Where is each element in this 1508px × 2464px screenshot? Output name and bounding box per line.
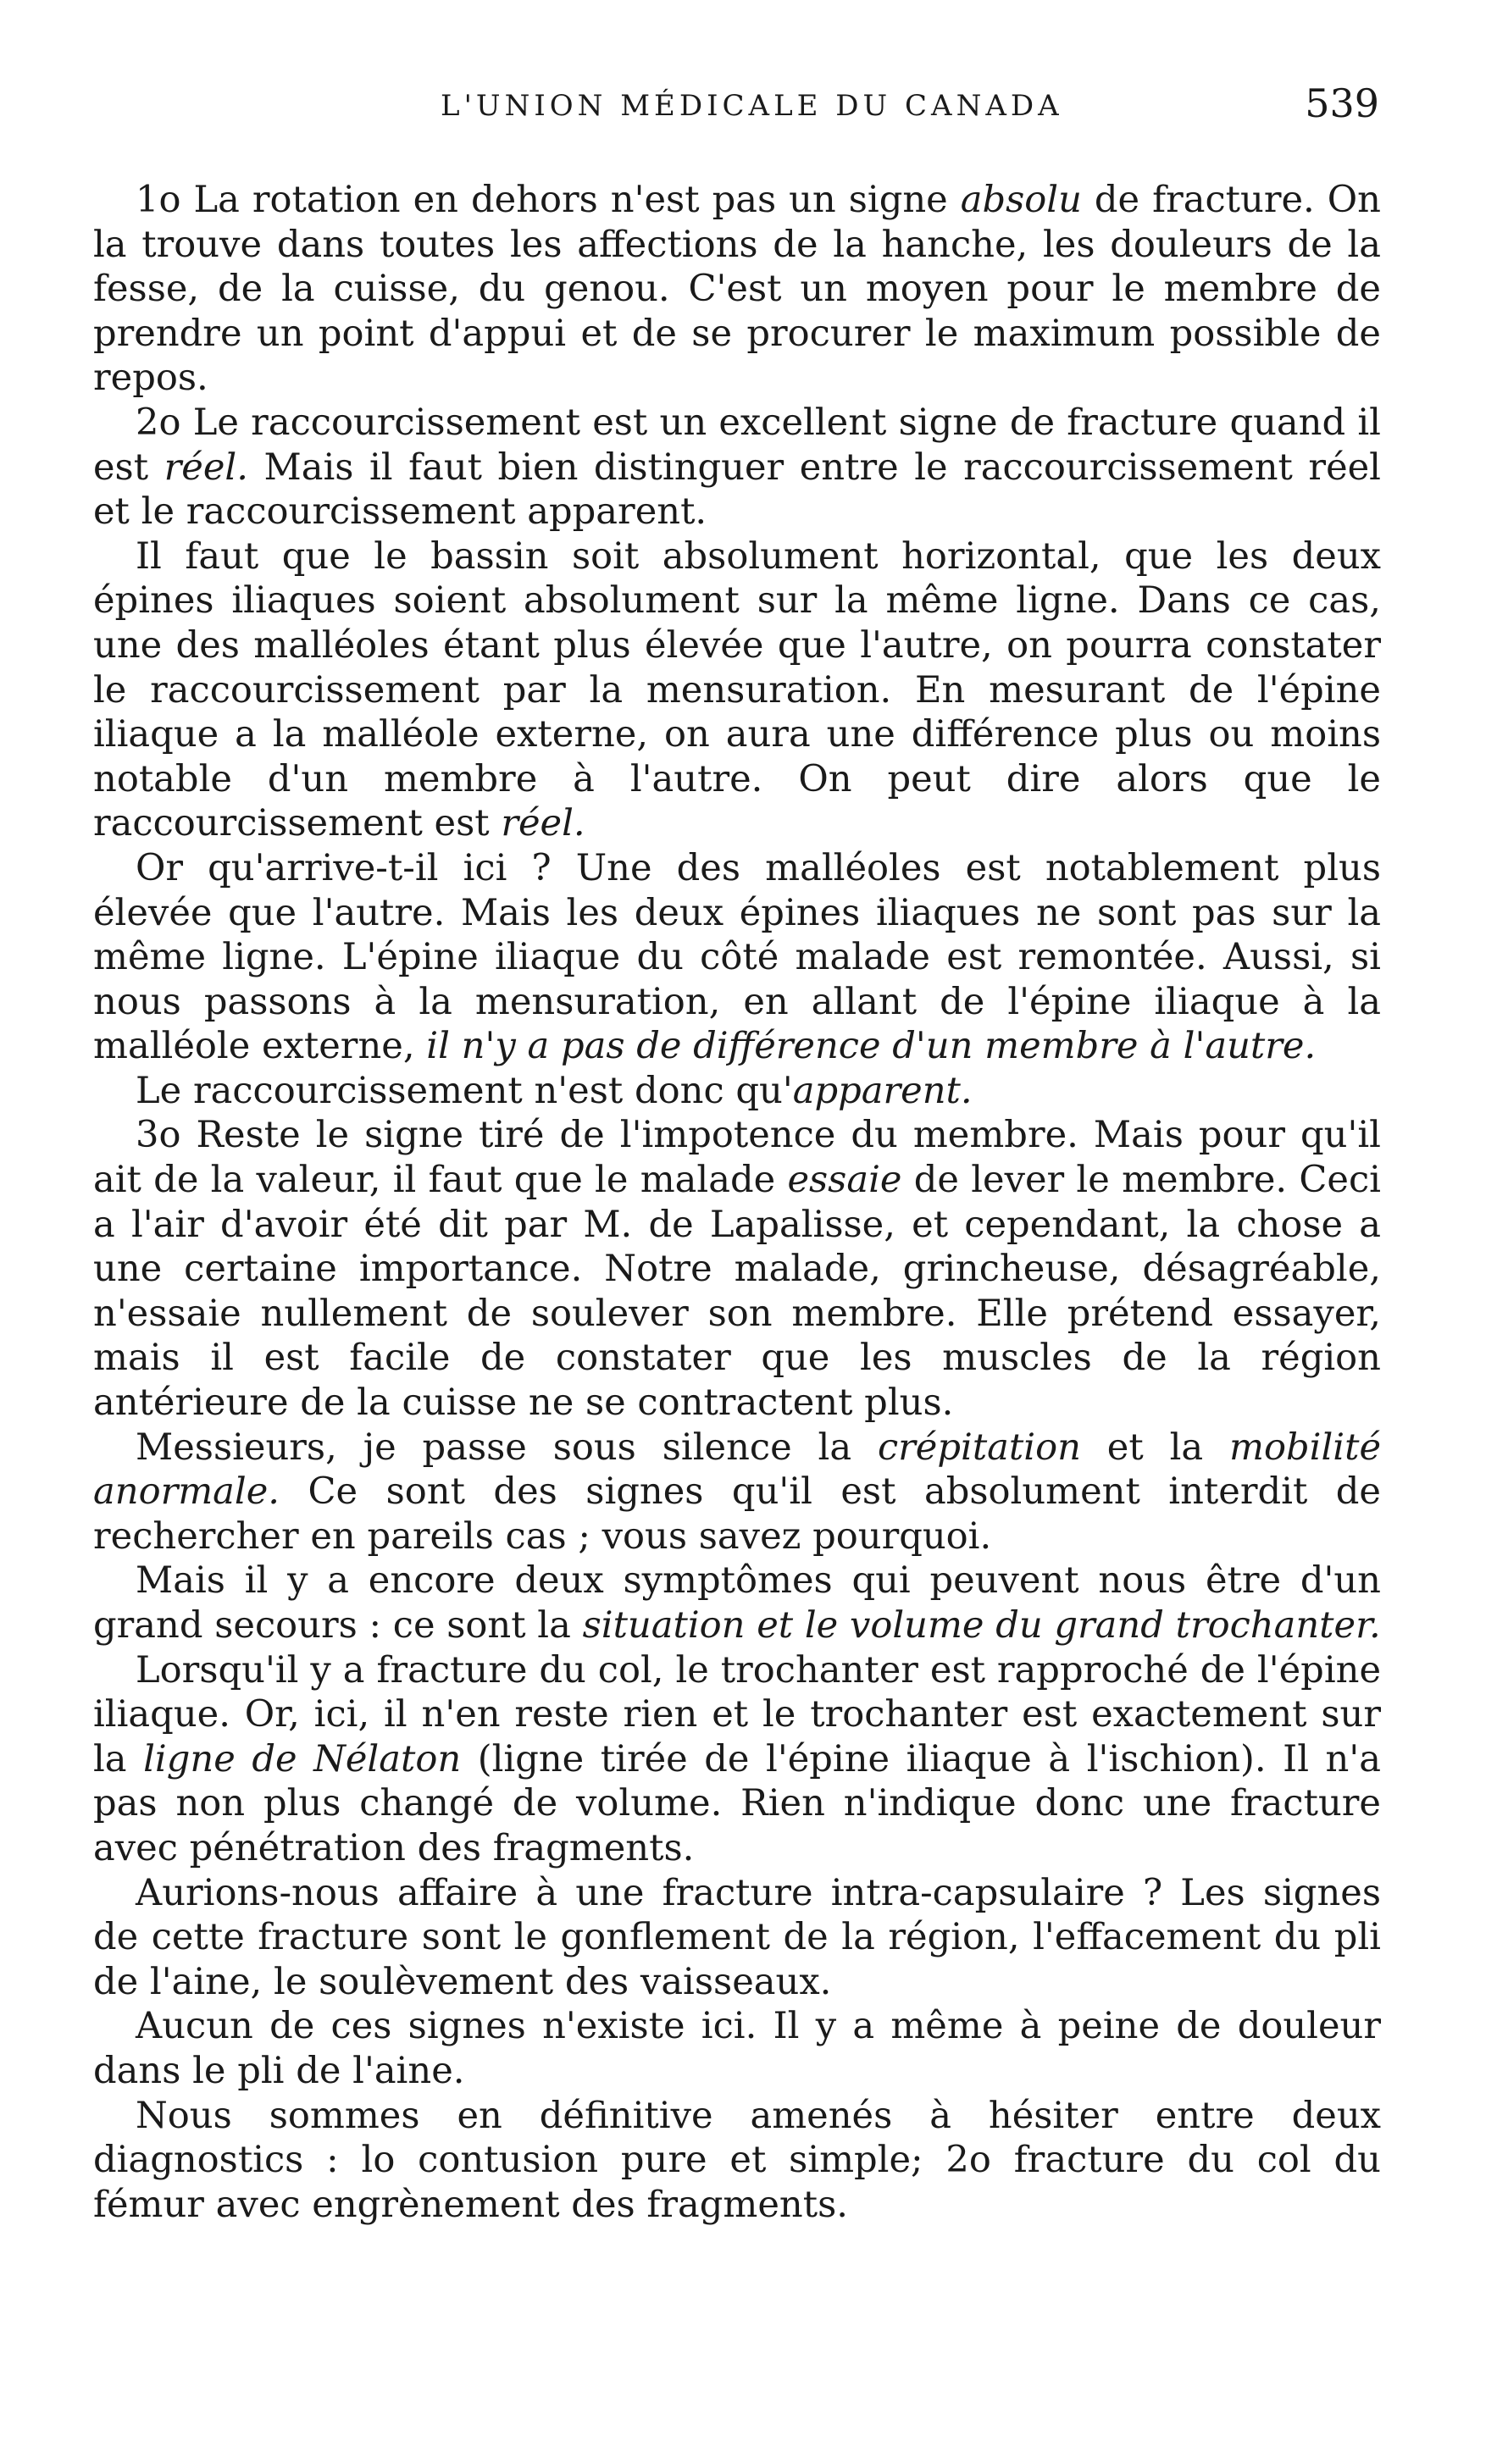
italic-text: ligne de Nélaton — [143, 1737, 462, 1780]
italic-text: situation et le volume du grand trochanter. — [582, 1604, 1381, 1647]
paragraph-text: 1o La rotation en dehors n'est pas un signe — [136, 179, 961, 221]
paragraph — [93, 2094, 1381, 2228]
paragraph — [93, 1426, 1381, 1559]
paragraph-text: Mais il faut bien distinguer entre le raccourcissement réel et le raccourcissement apparent. — [93, 446, 1381, 534]
italic-text: il n'y a pas de différence d'un membre à l'autre. — [426, 1025, 1317, 1068]
italic-text: absolu — [960, 179, 1082, 221]
paragraph-text: Or qu'arrive-t-il ici ? Une des malléoles est notablement plus élevée que l'autre. Mais les deux épines iliaques ne sont pas sur la même ligne. L'épine iliaque du côté malade est remontée. Aussi, si nous passons à la mensuration, en allant de l'épine iliaque à la malléole externe, — [93, 846, 1381, 1068]
paragraph — [93, 1648, 1381, 1871]
paragraph — [93, 1113, 1381, 1425]
paragraph-text: Messieurs, je passe sous silence la — [136, 1426, 878, 1469]
paragraph-text: Aucun de ces signes n'existe ici. Il y a même à peine de douleur dans le pli de l'aine. — [93, 2005, 1381, 2092]
paragraph-text: Aurions-nous affaire à une fracture intra-capsulaire ? Les signes de cette fracture sont le gonflement de la région, l'effacement du pli de l'aine, le soulèvement des vaisseaux. — [93, 1871, 1381, 2003]
paragraph-text: Mais il y a encore deux symptômes qui peuvent nous être d'un grand secours : ce sont la — [93, 1559, 1381, 1647]
italic-text: réel. — [164, 446, 248, 489]
paragraph — [93, 178, 1381, 401]
paragraph-text: de lever le membre. Ceci a l'air d'avoir été dit par M. de Lapalisse, et cependant, la chose a une certaine importance. Notre malade, grincheuse, désagréable, n'essaie nullement de soulever son membre. Elle prétend essayer, mais il est facile de constater que les muscles de la région antérieure de la cuisse ne se contractent plus. — [93, 1159, 1381, 1425]
italic-text: crépitation — [877, 1426, 1081, 1469]
paragraph-text: de fracture. On la trouve dans toutes les affections de la hanche, les douleurs de la fesse, de la cuisse, du genou. C'est un moyen pour le membre de prendre un point d'appui et de se procurer le maximum possible de repos. — [93, 179, 1381, 400]
paragraph-text: Lorsqu'il y a fracture du col, le trochanter est rapproché de l'épine iliaque. Or, ici, il n'en reste rien et le trochanter est exactement sur la — [93, 1648, 1381, 1780]
paragraph-text: Ce sont des signes qu'il est absolument interdit de rechercher en pareils cas ; vous savez pourquoi. — [93, 1470, 1381, 1558]
paragraph-text: et la — [1080, 1426, 1230, 1469]
paragraph — [93, 1069, 1381, 1114]
paragraph-text: Il faut que le bassin soit absolument horizontal, que les deux épines iliaques soient absolument sur la même ligne. Dans ce cas, une des malléoles étant plus élevée que l'autre, on pourra constater le raccourcissement par la mensuration. En mesurant de l'épine iliaque a la malléole externe, on aura une différence plus ou moins notable d'un membre à l'autre. On peut dire alors que le raccourcissement est — [93, 534, 1381, 845]
paragraph — [93, 846, 1381, 1069]
paragraph — [93, 1559, 1381, 1647]
paragraph-text: 3o Reste le signe tiré de l'impotence du membre. Mais pour qu'il ait de la valeur, il faut que le malade — [93, 1114, 1381, 1202]
page-number: 539 — [1305, 80, 1379, 126]
page-header — [0, 80, 1508, 157]
paragraph — [93, 534, 1381, 846]
article-body — [93, 178, 1381, 2227]
running-head: L'UNION MÉDICALE DU CANADA — [441, 89, 1063, 123]
italic-text: réel. — [501, 802, 585, 845]
paragraph-text: (ligne tirée de l'épine iliaque à l'ischion). Il n'a pas non plus changé de volume. Rien n'indique donc une fracture avec pénétration des fragments. — [93, 1737, 1381, 1869]
paragraph-text: 2o Le raccourcissement est un excellent signe de fracture quand il est — [93, 401, 1381, 489]
paragraph-text: Le raccourcissement n'est donc qu' — [136, 1069, 793, 1112]
paragraph — [93, 1871, 1381, 2005]
paragraph-text: Nous sommes en définitive amenés à hésiter entre deux diagnostics : lo contusion pure et simple; 2o fracture du col du fémur avec engrènement des fragments. — [93, 2094, 1381, 2226]
italic-text: apparent. — [792, 1069, 973, 1112]
paragraph — [93, 401, 1381, 534]
paragraph — [93, 2004, 1381, 2093]
italic-text: essaie — [787, 1159, 902, 1202]
italic-text: mobilité anormale. — [93, 1426, 1381, 1514]
